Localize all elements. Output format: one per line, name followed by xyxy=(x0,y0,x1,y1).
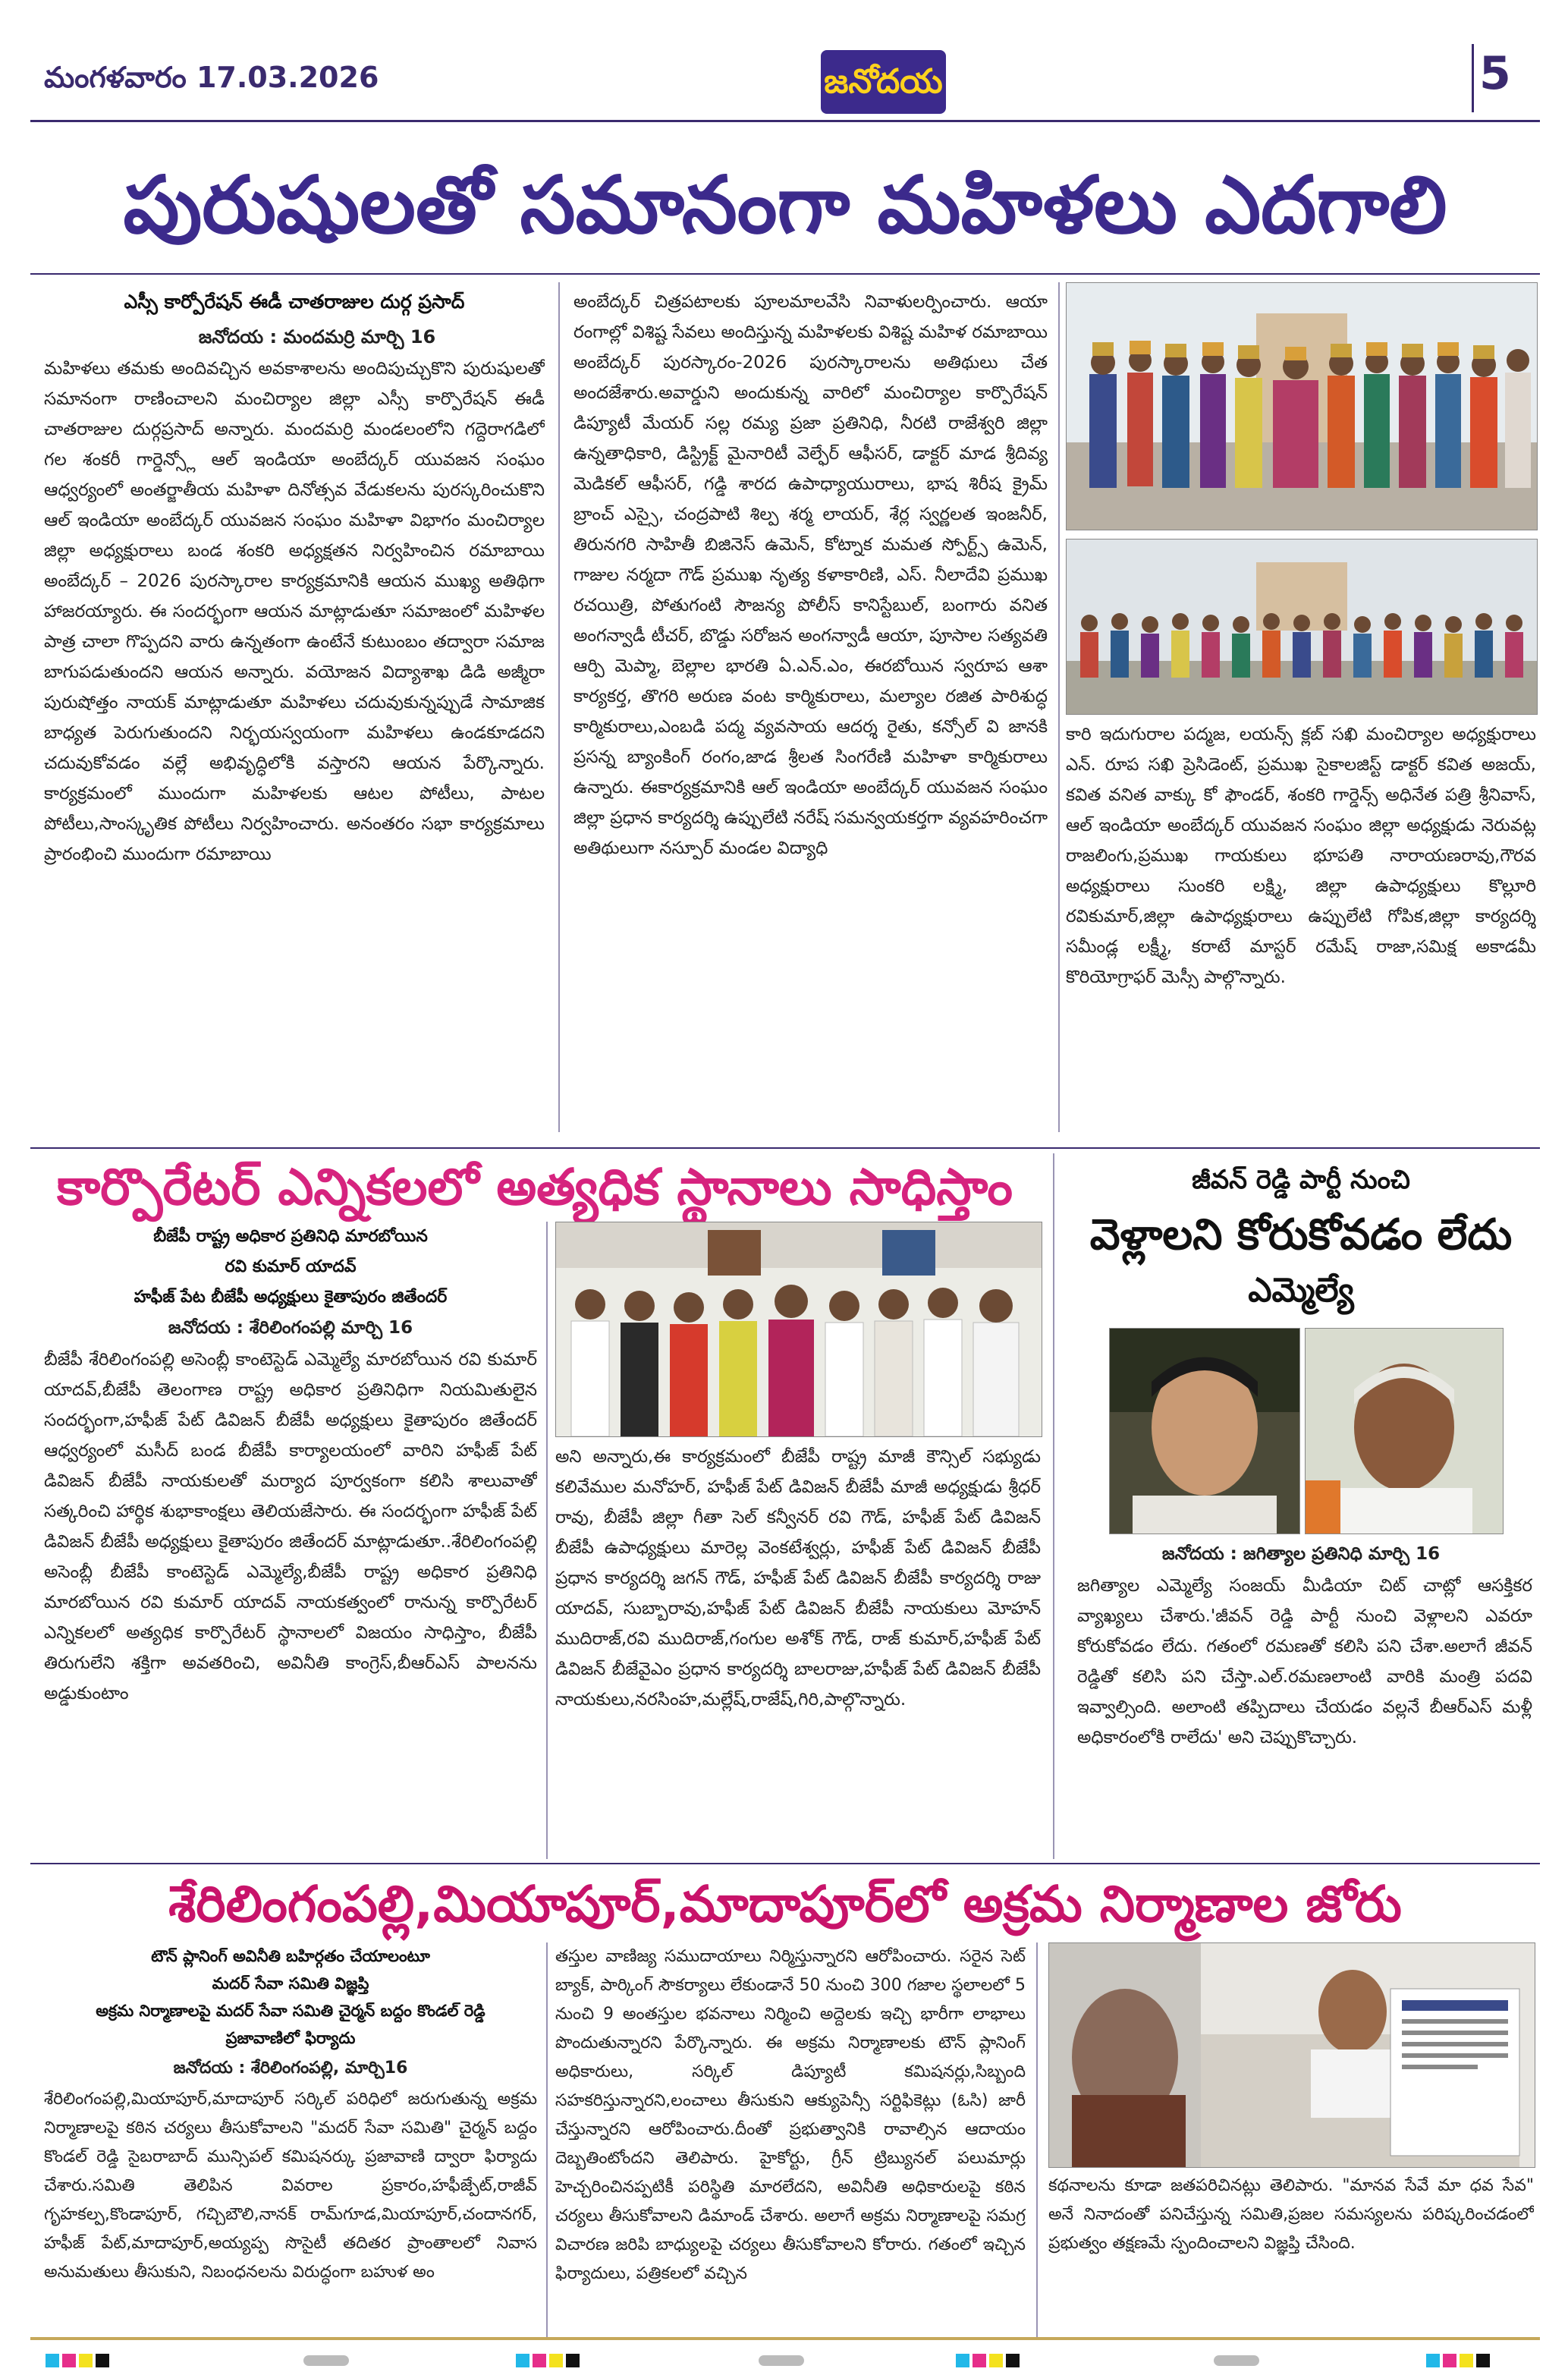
jeevan-reddy-photo xyxy=(1305,1328,1504,1534)
story3-body: జగిత్యాల ఎమ్మెల్యే సంజయ్ మీడియా చిట్ చాట్లో ఆసక్తికర వ్యాఖ్యలు చేశారు.'జీవన్ రెడ్డి పార్టీ నుంచి వెళ్లాలని ఎవరూ కోరుకోవడం లేదు. గతంలో రమణతో కలిసి పని చేశా.అలాగే జీవన్ రెడ్డితో కలిసి పని చేస్తా.ఎల్.రమణలాంటి వారికి మంత్రి పదవి ఇవ్వాల్సింది. అలాంటి తప్పిదాలు చేయడం వల్లనే బీఆర్ఎస్ మళ్లీ అధికారంలోకి రాలేదు' అని చెప్పుకొచ్చారు. xyxy=(1077,1576,1532,1747)
story4-column-1: శేరిలింగంపల్లి,మియాపూర్,మాదాపూర్ సర్కిల్ పరిధిలో జరుగుతున్న అక్రమ నిర్మాణాలపై కఠిన చర్యలు తీసుకోవాలని "మదర్ సేవా సమితి" చైర్మన్ బద్దం కొండల్ రెడ్డి సైబరాబాద్ మున్సిపల్ కమిషనర్కు ప్రజావాణి ద్వారా ఫిర్యాదు చేశారు.సమితి తెలిపిన వివరాల ప్రకారం,హఫీజ్పేట్,రాజీవ్ గృహకల్ప,కొండాపూర్, గచ్చిబౌలి,నానక్ రామ్‌గూడ,మియాపూర్,చందానగర్, హఫీజ్ పేట్,మాదాపూర్,అయ్యప్ప సొసైటీ తదితర ప్రాంతాలలో నివాస అనుమతులు తీసుకుని, నిబంధనలను విరుద్ధంగా బహుళ అం xyxy=(44,2090,537,2282)
column-separator xyxy=(546,1942,548,2337)
story3-headline: వెళ్లాలని కోరుకోవడం లేదు xyxy=(1089,1210,1513,1260)
story4-subhead-3: అక్రమ నిర్మాణాలపై మదర్ సేవా సమితి చైర్మన్ బద్దం కొండల్ రెడ్డి xyxy=(96,2002,485,2020)
story1-headline: పురుషులతో సమానంగా మహిళలు ఎదగాలి xyxy=(123,159,1447,251)
column-separator xyxy=(546,1222,548,1859)
column-separator xyxy=(1053,1153,1054,1859)
story3-tag: ఎమ్మెల్యే xyxy=(1248,1271,1354,1310)
story1-column-2: అంబేద్కర్ చిత్రపటాలకు పూలమాలవేసి నివాళులర్పించారు. ఆయా రంగాల్లో విశిష్ట సేవలు అందిస్తున్న మహిళలకు విశిష్ట మహిళ రమాబాయి అంబేద్కర్ పురస్కారం-2026 పురస్కారాలను అతిథులు చేత అందజేశారు.అవార్డుని అందుకున్న వారిలో మంచిర్యాల కార్పొరేషన్ డిప్యూటీ మేయర్ సల్ల రమ్య ప్రజా ప్రతినిధి, నీరటి రాజేశ్వరి జిల్లా ఉన్నతాధికారి, డిస్ట్రిక్ట్ మైనారిటీ వెల్ఫేర్ ఆఫీసర్, డాక్టర్ మాడ శ్రీదివ్య మెడికల్ ఆఫీసర్, గడ్డి శారద ఉపాధ్యాయురాలు, భాష శిరీష క్రైమ్ బ్రాంచ్ ఎస్సై, చంద్రపాటి శిల్ప శర్మ లాయర్, శేర్ల స్వర్ణలత ఇంజనీర్, తిరునగరి సాహితీ బిజినెస్ ఉమెన్, కోట్నాక మమత స్పోర్ట్స్ ఉమెన్, గాజుల నర్మదా గౌడ్ ప్రముఖ నృత్య కళాకారిణి, ఎస్. నీలాదేవి ప్రముఖ రచయిత్రి, పోతుగంటి సౌజన్య పోలీస్ కానిస్టేబుల్, బంగారు వనిత అంగన్వాడీ టీచర్, బొడ్డు సరోజన అంగన్వాడీ ఆయా, పూసాల సత్యవతి ఆర్పి మెప్మా, బెల్లాల భారతి ఏ.ఎన్.ఎం, ఈరబోయిన స్వరూప ఆశా కార్యకర్త, తొగరి అరుణ వంట కార్మికురాలు, మల్యాల రజిత పారిశుద్ధ కార్మికురాలు,ఎంబడి పద్మ వ్యవసాయ ఆదర్శ రైతు, కన్సోల్ వి జానకి ప్రసన్న బ్యాంకింగ్ రంగం,జాడ శ్రీలత సింగరేణి మహిళా కార్మికురాలు ఉన్నారు. ఈకార్యక్రమానికి ఆల్ ఇండియా అంబేద్కర్ యువజన సంఘం జిల్లా ప్రధాన కార్యదర్శి ఉప్పులేటి నరేష్ సమన్వయకర్తగా వ్యవహరించగా అతిథులుగా నస్పూర్ మండల విద్యాధి xyxy=(573,292,1048,858)
story4-dateline: జనోదయ : శేరిలింగంపల్లి, మార్చి16 xyxy=(173,2059,408,2078)
page-number: 5 xyxy=(1479,47,1511,100)
print-registration-marks xyxy=(46,2351,1525,2370)
footer-rule xyxy=(30,2337,1540,2340)
story2-subhead-2: రవి కుమార్ యాదవ్ xyxy=(225,1257,357,1276)
column-separator xyxy=(1058,282,1060,1132)
issue-date: మంగళవారం 17.03.2026 xyxy=(44,61,379,94)
story3-kicker: జీవన్ రెడ్డి పార్టీ నుంచి xyxy=(1192,1165,1410,1195)
story1-award-photo xyxy=(1066,282,1538,530)
story4-headline: శేరిలింగంపల్లి,మియాపూర్,మాదాపూర్‌లో అక్రమ నిర్మాణాల జోరు xyxy=(168,1875,1402,1933)
story3-dateline: జనోదయ : జగిత్యాల ప్రతినిధి మార్చి 16 xyxy=(1161,1544,1441,1564)
newspaper-logo: జనోదయ xyxy=(821,50,946,114)
story2-headline: కార్పొరేటర్ ఎన్నికలలో అత్యధిక స్థానాలు సాధిస్తాం xyxy=(56,1158,1013,1216)
section-rule xyxy=(30,1147,1540,1149)
story4-subhead-1: టౌన్ ప్లానింగ్ అవినీతి బహిర్గతం చేయాలంటూ xyxy=(151,1947,430,1965)
story4-column-3: కథనాలను కూడా జతపరిచినట్లు తెలిపారు. "మానవ సేవే మా ధవ సేవ" అనే నినాదంతో పనిచేస్తున్న సమితి,ప్రజల సమస్యలను పరిష్కరించడంలో ప్రభుత్వం తక్షణమే స్పందించాలని విజ్ఞప్తి చేసింది. xyxy=(1048,2176,1534,2253)
section-rule xyxy=(30,1863,1540,1864)
story4-subhead-4: ప్రజావాణిలో ఫిర్యాదు xyxy=(225,2029,356,2047)
story2-dateline: జనోదయ : శేరిలింగంపల్లి మార్చి 16 xyxy=(168,1318,413,1338)
story4-column-2: తస్తుల వాణిజ్య సముదాయాలు నిర్మిస్తున్నారని ఆరోపించారు. సరైన సెట్ బ్యాక్, పార్కింగ్ సౌకర్యాలు లేకుండానే 50 నుంచి 300 గజాల స్థలాలలో 5 నుంచి 9 అంతస్తుల భవనాలు నిర్మించి అద్దెలకు ఇచ్చి భారీగా లాభాలు పొందుతున్నారని పేర్కొన్నారు. ఈ అక్రమ నిర్మాణాలకు టౌన్ ప్లానింగ్ అధికారులు, సర్కిల్ డిప్యూటీ కమిషనర్లు,సిబ్బంది సహకరిస్తున్నారని,లంచాలు తీసుకుని ఆక్యుపెన్సీ సర్టిఫికెట్లు (ఓసి) జారీ చేస్తున్నారని ఆరోపించారు.దీంతో ప్రభుత్వానికి రావాల్సిన ఆదాయం దెబ్బతింటోందని తెలిపారు. హైకోర్టు, గ్రీన్ ట్రిబ్యునల్ పలుమార్లు హెచ్చరించినప్పటికీ పరిస్థితి మారలేదని, అవినీతి అధికారులపై కఠిన చర్యలు తీసుకోవాలని డిమాండ్ చేశారు. అలాగే అక్రమ నిర్మాణాలపై సమగ్ర విచారణ జరిపి బాధ్యులపై చర్యలు తీసుకోవాలని కోరారు. గతంలో ఇచ్చిన ఫిర్యాదులు, పత్రికలలో వచ్చిన xyxy=(555,1947,1026,2283)
story1-subhead: ఎస్సీ కార్పోరేషన్ ఈడీ చాతరాజుల దుర్గ ప్రసాద్ xyxy=(124,291,465,313)
story2-column-1: బీజేపీ శేరిలింగంపల్లి అసెంబ్లీ కాంటెస్టెడ్ ఎమ్మెల్యే మారబోయిన రవి కుమార్ యాదవ్,బీజేపీ తెలంగాణ రాష్ట్ర అధికార ప్రతినిధిగా నియమితులైన సందర్భంగా,హఫీజ్ పేట్ డివిజన్ బీజేపీ అధ్యక్షులు కైతాపురం జితేందర్ ఆధ్వర్యంలో మసీద్ బండ బీజేపీ కార్యాలయంలో వారిని హఫీజ్ పేట్ డివిజన్ బీజేపీ నాయకులతో మర్యాద పూర్వకంగా కలిసి శాలువాతో సత్కరించి హార్థిక శుభాకాంక్షలు తెలియజేసారు. ఈ సందర్భంగా హఫీజ్ పేట్ డివిజన్ బీజేపీ అధ్యక్షులు కైతాపురం జితేందర్ మాట్లాడుతూ..శేరిలింగంపల్లి అసెంబ్లీ బీజేపీ కాంటెస్టెడ్ ఎమ్మెల్యే,బీజేపీ రాష్ట్ర అధికార ప్రతినిధి మారబోయిన రవి కుమార్ యాదవ్ నాయకత్వంలో రానున్న కార్పొరేటర్ ఎన్నికలలో అత్యధిక కార్పొరేటర్ స్థానాలలో విజయం సాధిస్తాం, బీజేపీ తిరుగులేని శక్తిగా అవతరించి, అవినీతి కాంగ్రెస్,బీఆర్ఎస్ పాలనను అడ్డుకుంటాం xyxy=(44,1350,537,1703)
story4-subhead-2: మదర్ సేవా సమితి విజ్ఞప్తి xyxy=(212,1974,369,1993)
story2-subhead-1: బీజేపీ రాష్ట్ర అధికార ప్రతినిధి మారబోయిన xyxy=(153,1227,428,1246)
header-divider xyxy=(1472,44,1474,112)
story4-complaint-photo xyxy=(1048,1942,1535,2168)
column-separator xyxy=(558,282,560,1132)
story2-subhead-3: హఫీజ్ పేట బీజేపీ అధ్యక్షులు కైతాపురం జితేందర్ xyxy=(134,1288,448,1307)
story1-dateline: జనోదయ : మందమర్రి మార్చి 16 xyxy=(198,326,436,348)
mla-portrait-photo xyxy=(1109,1328,1300,1534)
story1-column-3: కారి ఇదుగురాల పద్మజ, లయన్స్ క్లబ్ సఖి మంచిర్యాల అధ్యక్షురాలు ఎన్. రూప సఖి ప్రెసిడెంట్, ప్రముఖ సైకాలజిస్ట్ డాక్టర్ కవిత అజయ్, కవిత వనిత వాక్కు కో ఫౌండర్, శంకరి గార్డెన్స్ అధినేత పత్రి శ్రీనివాస్, ఆల్ ఇండియా అంబేద్కర్ యువజన సంఘం జిల్లా అధ్యక్షుడు నెరువట్ల రాజలింగు,ప్రముఖ గాయకులు భూపతి నారాయణరావు,గౌరవ అధ్యక్షురాలు సుంకరి లక్ష్మి, జిల్లా ఉపాధ్యక్షులు కొల్లూరి రవికుమార్,జిల్లా ఉపాధ్యక్షురాలు ఉప్పులేటి గోపిక,జిల్లా కార్యదర్శి సమీండ్ల లక్ష్మీ, కరాటే మాస్టర్ రమేష్ రాజా,సమిక్ష అకాడమీ కొరియోగ్రాఫర్ మెస్సీ పాల్గొన్నారు. xyxy=(1066,725,1536,987)
story1-column-1: మహిళలు తమకు అందివచ్చిన అవకాశాలను అందిపుచ్చుకొని పురుషులతో సమానంగా రాణించాలని మంచిర్యాల జిల్లా ఎస్సీ కార్పొరేషన్ ఈడీ చాతరాజుల దుర్గప్రసాద్ అన్నారు. మందమర్రి మండలంలోని గద్దెరాగడిలో గల శంకరీ గార్డెన్స్లో ఆల్ ఇండియా అంబేద్కర్ యువజన సంఘం ఆధ్వర్యంలో అంతర్జాతీయ మహిళా దినోత్సవ వేడుకలను పురస్కరించుకొని ఆల్ ఇండియా అంబేద్కర్ యువజన సంఘం మహిళా విభాగం మంచిర్యాల జిల్లా అధ్యక్షురాలు బండ శంకరి అధ్యక్షతన నిర్వహించిన రమాబాయి అంబేద్కర్ – 2026 పురస్కారాల కార్యక్రమానికి ఆయన ముఖ్య అతిథిగా హాజరయ్యారు. ఈ సందర్భంగా ఆయన మాట్లాడుతూ సమాజంలో మహిళల పాత్ర చాలా గొప్పదని వారు ఉన్నతంగా ఉంటేనే కుటుంబం తద్వారా సమాజ బాగుపడుతుందని ఆయన అన్నారు. వయోజన విద్యాశాఖ డిడి అజ్మీరా పురుషోత్తం నాయక్ మాట్లాడుతూ మహిళలు చదువుకున్నప్పుడే సామాజిక బాధ్యత పెరుగుతుందని నిర్భయస్వయంగా మహిళలు ఉండకూడదని చదువుకోవడం వల్లే అభివృద్ధిలోకి వస్తారని ఆయన పేర్కొన్నారు. కార్యక్రమంలో ముందుగా మహిళలకు ఆటల పోటీలు, పాటల పోటీలు,సాంస్కృతిక పోటీలు నిర్వహించారు. అనంతరం సభా కార్యక్రమాలు ప్రారంభించి ముందుగా రమాబాయి xyxy=(44,359,545,864)
story1-audience-photo xyxy=(1066,539,1538,715)
story1-top-rule xyxy=(30,273,1540,275)
story2-felicitation-photo xyxy=(555,1222,1042,1437)
column-separator xyxy=(1036,1942,1038,2337)
story2-column-2: అని అన్నారు,ఈ కార్యక్రమంలో బీజేపీ రాష్ట్ర మాజీ కౌన్సిల్ సభ్యుడు కలివేముల మనోహర్, హఫీజ్ పేట్ డివిజన్ బీజేపీ మాజీ అధ్యక్షుడు శ్రీధర్ రావు, బీజేపీ జిల్లా గీతా సెల్ కన్వీనర్ రవి గౌడ్, హఫీజ్ పేట్ డివిజన్ బీజేపీ ఉపాధ్యక్షులు మారెల్ల వెంకటేశ్వర్లు, హఫీజ్ పేట్ డివిజన్ బీజేపీ ప్రధాన కార్యదర్శి జగన్ గౌడ్, హఫీజ్ పేట్ డివిజన్ బీజేపీ కార్యదర్శి రాజు యాదవ్, సుబ్బారావు,హఫీజ్ పేట్ డివిజన్ బీజేపీ నాయకులు మోహన్ ముదిరాజ్,రవి ముదిరాజ్,గంగుల అశోక్ గౌడ్, రాజ్ కుమార్,హఫీజ్ పేట్ డివిజన్ బీజేవైఎం ప్రధాన కార్యదర్శి బాలరాజు,హఫీజ్ పేట్ డివిజన్ బీజేపీ నాయకులు,నరసింహ,మల్లేష్,రాజేష్,గిరి,పాల్గొన్నారు. xyxy=(555,1447,1041,1710)
header-rule xyxy=(30,120,1540,122)
